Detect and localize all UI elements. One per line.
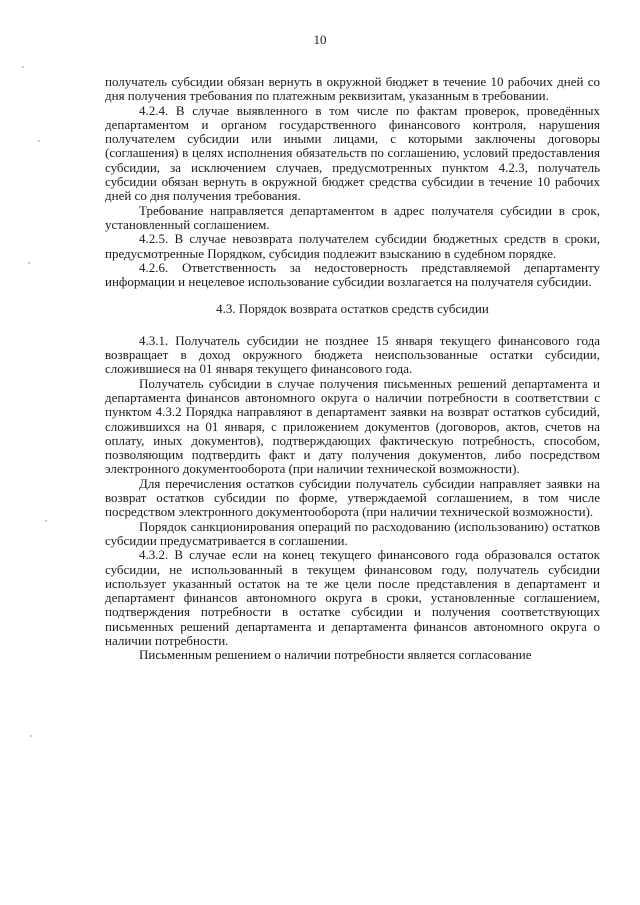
scan-speck [28, 262, 30, 264]
paragraph-decision-definition: Письменным решением о наличии потребности является согласование [139, 647, 532, 663]
paragraph-transfer-requests: Для перечисления остатков субсидии получатель субсидии направляет заявки на возврат остатков субсидии по форме, утверждаемой соглашением, в том числе посредством электронного документооборота (при наличии технической возможности). [105, 475, 600, 520]
paragraph-requirement: Требование направляется департаментом в адрес получателя субсидии в срок, установленный соглашением. [105, 202, 600, 232]
scan-speck [22, 66, 24, 68]
paragraph-continuation: получатель субсидии обязан вернуть в окружной бюджет в течение 10 рабочих дней со дня получения требования по платежным реквизитам, указанным в требовании. [105, 74, 600, 104]
scan-speck [45, 520, 47, 522]
paragraph-4-3-1: 4.3.1. Получатель субсидии не позднее 15 января текущего финансового года возвращает в доход окружного бюджета неиспользованные остатки субсидии, сложившиеся на 01 января текущего финансового года. [105, 332, 600, 377]
paragraph-4-3-2: 4.3.2. В случае если на конец текущего финансового года образовался остаток субсидии, не использованный в текущем финансовом году, получатель субсидии использует указанный остаток на те же цели после представления в департамент и департамент финансов автономного округа в сроки, установленные соглашением, подтверждения потребности в остатке субсидии и получения соответствующих письменных решений департамента и департамента финансов автономного округа о наличии потребности. [105, 547, 600, 648]
paragraph-written-decisions: Получатель субсидии в случае получения письменных решений департамента и департамента финансов автономного округа о наличии потребности в соответствии с пунктом 4.3.2 Порядка направляют в департамент заявки на возврат остатков субсидий, сложившихся на 01 января, с приложением документов (договоров, актов, счетов на оплату, иных документов), подтверждающих фактическую потребность, способом, позволяющим подтвердить факт и дату получения документов, либо посредством электронного документооборота (при наличии технической возможности). [105, 375, 600, 477]
page-number: 10 [313, 32, 327, 47]
paragraph-4-2-5: 4.2.5. В случае невозврата получателем субсидии бюджетных средств в сроки, предусмотренные Порядком, субсидия подлежит взысканию в судебном порядке. [105, 231, 600, 261]
paragraph-4-2-4: 4.2.4. В случае выявленного в том числе по фактам проверок, проведённых департаментом и органом государственного финансового контроля, нарушения получателем субсидии или иными лицами, с которыми заключены договоры (соглашения) в целях исполнения обязательств по соглашению, условий предоставления субсидии, за исключением случаев, предусмотренных пунктом 4.2.3, получатель субсидии обязан вернуть в окружной бюджет средства субсидии в течение 10 рабочих дней со дня получения требования. [105, 102, 600, 204]
scan-speck [38, 140, 40, 142]
paragraph-authorization: Порядок санкционирования операций по расходованию (использованию) остатков субсидии предусматривается в соглашении. [105, 518, 600, 548]
section-heading-4-3: 4.3. Порядок возврата остатков средств субсидии [216, 301, 489, 317]
scan-speck [30, 735, 32, 737]
document-body [105, 75, 600, 663]
paragraph-4-2-6: 4.2.6. Ответственность за недостоверность представляемой департаменту информации и нецелевое использование субсидии возлагается на получателя субсидии. [105, 259, 600, 290]
